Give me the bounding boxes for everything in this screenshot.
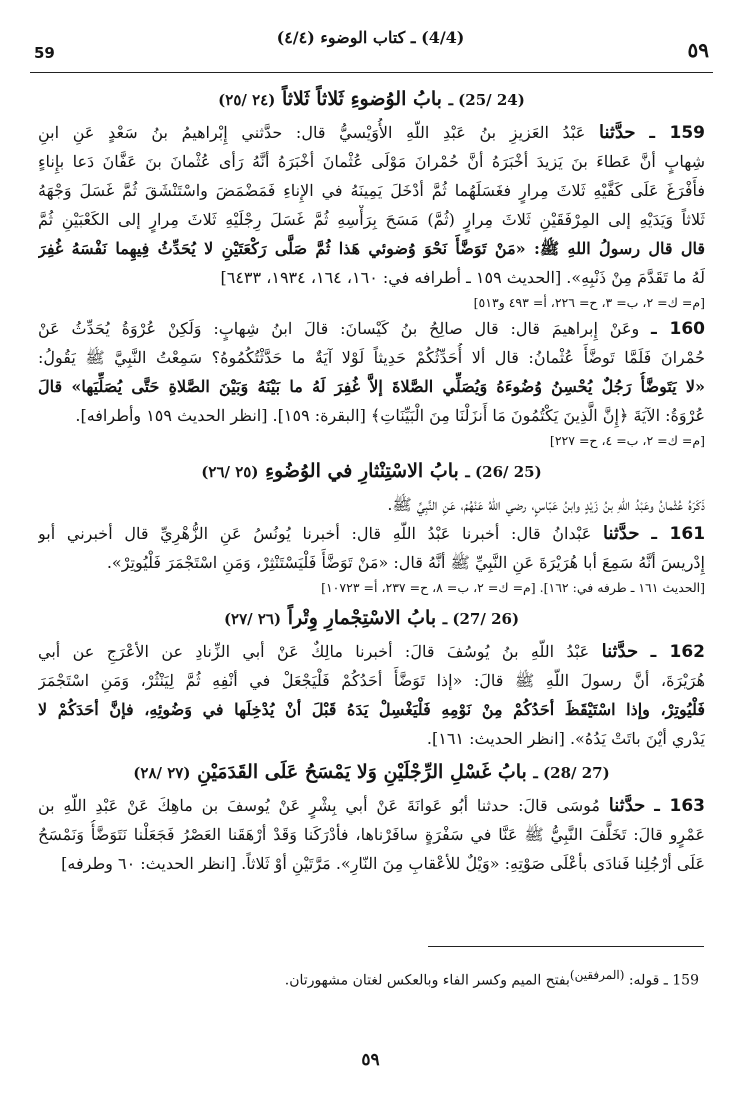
chapter-number: (27 /28) ـ [533,764,610,782]
chapter-heading [38,80,705,118]
chapter-heading [38,452,705,490]
chapter-number: (24 /25) ـ [448,91,525,109]
chapter-title: بابُ غَسْلِ الرِّجْلَيْنِ وَلا يَمْسَحُ عَلَى القَدَمَيْنِ [197,761,527,783]
chapter-number-arabic: (٢٦ /٢٧) [223,610,282,628]
chapter-title: بابُ الاسْتِنْثارِ في الوُضُوءِ [265,460,459,482]
hadith-number: 162 ـ [650,642,705,662]
hadith [38,490,705,599]
line-text: وعَنْ إِبراهيمَ قال: قال صالِحُ بنُ كَيْسانَ: قالَ ابنُ شِهابٍ: وَلَكِنْ عُرْوَةُ يُحَدِّثُ عَنْ [38,319,640,338]
text-line [38,519,705,548]
hadith-reference: [م= ك= ٢، ب= ٣، ح= ٢٢٦، أ= ٤٩٣ و٥١٣] [473,295,705,310]
page-number-latin: 59 [34,44,55,62]
chapter-number-arabic: (٢٧ /٢٨) [133,764,191,782]
hadith-reference: [م= ك= ٢، ب= ٤، ح= ٢٢٧] [549,433,705,448]
text-line: عُرْوَةُ: الآيَةَ ﴿إِنَّ الَّذِينَ يَكْتُمُونَ مَا أَنزَلْنَا مِنَ الْبَيِّنَاتِ﴾ [البقرة: ١٥٩]. [انظر الحديث ١٥٩ وأطرافه]. [75,406,705,425]
haddathana-word: حدَّثنا [601,641,639,662]
haddathana-word: حدَّثنا [608,795,646,816]
text-line: «لا يَتَوضَّأُ رَجُلٌ يُحْسِنُ وُضُوءَهُ وَيُصَلِّي الصَّلاةَ إلاَّ غُفِرَ لَهُ ما بَيْنَهُ وَبَيْنَ الصَّلاةِ حَتَّى يُصَلِّيَها» قالَ [38,377,705,396]
text-line: عَلَى أرْجُلِنا فَنادَى بأعْلَى صَوْتِهِ: «وَيْلٌ للأعْقابِ مِنَ النّارِ». مَرَّتَيْنِ أوْ ثَلاثاً. [انظر الحديث: ٦٠ وطرفه] [61,854,705,873]
footnote-text: بفتح الميم وكسر الفاء وبالعكس لغتان مشهورتان. [284,972,570,989]
text-line: يَدْري أيْنَ باتَتْ يَدُهُ». [انظر الحديث: ١٦١]. [426,729,705,748]
chapter-number-arabic: (٢٤ /٢٥) [218,91,276,109]
hadith-reference: [الحديث ١٦١ ـ طرفه في: ١٦٢]. [م= ك= ٢، ب= ٨، ح= ٢٣٧، أ= ١٠٧٢٣] [321,580,705,595]
running-title: (4/4) ـ كتاب الوضوء (٤/٤) [276,28,465,47]
page-number-bottom: ٥٩ [361,1050,380,1070]
text-line: قال قال رسولُ اللهِ ﷺ: «مَنْ تَوَضَّأَ نَحْوَ وُضوئي هَذا ثُمَّ صَلَّى رَكْعَتَيْنِ لا يُحَدِّثُ فِيهِما نَفْسَهُ غُفِرَ [38,239,705,258]
text-line: إِدْريسَ أنَّهُ سَمِعَ أبا هُرَيْرَةَ عَنِ النَّبِيِّ ﷺ أنَّهُ قال: «مَنْ تَوَضَّأَ فَلْيَسْتَنْثِرْ، وَمَنِ اسْتَجْمَرَ فَلْيُوتِرْ». [106,553,705,572]
haddathana-word: حدَّثنا [599,122,636,143]
chapter-number-arabic: (٢٥ /٢٦) [201,463,259,481]
text-line [38,118,705,147]
hadith-number: 161 ـ [651,524,705,544]
footnote-label: 159 ـ قوله: [628,972,699,989]
hadith [38,637,705,753]
chapter-number: (26 /27) ـ [442,610,520,628]
text-line: عَمْرٍو قالَ: تَخَلَّفَ النَّبِيُّ ﷺ عَنَّا في سَفْرَةٍ سافَرْناها، فأدْرَكَنا وَقَدْ أرْهَقَنا العَصْرُ فَجَعَلْنا نَتَوَضَّأُ وَنَمْسَحُ [38,825,705,844]
footnote [285,968,699,989]
footnote-word: (المرفقين) [569,968,625,982]
text-line: لَهُ ما تَقَدَّمَ مِنْ ذَنْبِهِ». [الحديث ١٥٩ ـ أطرافه في: ١٦٠، ١٦٤، ١٩٣٤، ٦٤٣٣] [220,268,705,287]
hadith [38,314,705,452]
text-line: فأَفْرَغَ عَلَى كَفَّيْهِ ثَلاثَ مِرارٍ فغَسَلَهُما ثُمَّ أدْخَلَ يَمِينَهُ في الإِناءِ فَمَضْمَضَ واسْتَنْشَقَ ثُمَّ غَسَلَ وَجْهَهُ [38,181,705,200]
chapter-heading [38,599,705,637]
text-line [38,791,705,820]
main-text [38,80,705,878]
text-line: شِهابٍ أنَّ عَطاءَ بنَ يَزيدَ أخْبَرَهُ أنَّ حُمْرانَ مَوْلَى عُثْمانَ أخْبَرَهُ أنَّهُ رَأى عُثْمانَ بنَ عَفَّانَ دَعا بإِناءٍ [38,152,705,171]
line-text: عَبْدانُ قال: أخبرنا عَبْدُ اللّهِ قال: أخبرنا يُونُسُ عَنِ الزُّهْرِيِّ قال أخبرني أبو [38,524,592,543]
text-line: ذَكَرَهُ عُثْمانُ وعَبْدُ اللّهِ بنُ زَيْدٍ وابنُ عَبّاسٍ، رضي اللّهُ عَنْهُمْ، عَنِ النَّبِيِّ ﷺ. [387,495,705,514]
chapter-heading [38,753,705,791]
text-line: هُرَيْرَةَ، أنَّ رسولَ اللّهِ ﷺ قالَ: «إذا تَوَضَّأَ أحَدُكُمْ فَلْيَجْعَلْ في أنْفِهِ ثُمَّ لِيَنْثُرْ، وَمَنِ اسْتَجْمَرَ [38,671,705,690]
text-line [38,637,705,666]
chapter-title: بابُ الوُضوءِ ثَلاثاً ثَلاثاً [281,88,442,110]
line-text: عَبْدُ اللّهِ بنُ يُوسُفَ قالَ: أخبرنا مالِكٌ عَنْ أبي الزِّنادِ عن الأعْرَجِ عن أبي [38,642,590,661]
hadith-number: 163 ـ [654,796,705,816]
footnote-rule [428,946,704,947]
line-text: مُوسَى قالَ: حدثنا أبُو عَوانَةَ عَنْ أبي بِشْرٍ عَنْ يُوسفَ بن ماهِكَ عَنْ عَبْدِ اللّهِ بن [38,796,600,815]
chapter-number: (25 /26) ـ [465,463,542,481]
hadith [38,118,705,314]
line-text: عَبْدُ العَزيزِ بنُ عَبْدِ اللّهِ الأُوَيْسيُّ قال: حدَّثني إِبْراهيمُ بنُ سَعْدٍ عَنِ ابنِ [38,123,586,142]
text-line [38,314,705,343]
text-line: حُمْرانَ فَلَمَّا تَوضَّأَ عُثْمانُ: قال ألا أُحَدِّثُكُمْ حَدِيثاً لَوْلا آيَةٌ ما حَدَّثْتُكُمُوهُ؟ سَمِعْتُ النَّبِيَّ ﷺ يَقُولُ: [38,348,705,367]
text-line: ثَلاثاً وَيَدَيْهِ إلى المِرْفَقَيْنِ ثَلاثَ مِرارٍ (ثُمَّ) مَسَحَ بِرَأْسِهِ ثُمَّ غَسَلَ رِجْلَيْهِ ثَلاثَ مِرارٍ إلى الكَعْبَيْنِ ثُمَّ [38,210,705,229]
hadith-number: 160 ـ [651,319,705,339]
chapter-title: بابُ الاسْتِجْمارِ وِتْراً [287,607,437,629]
text-line: فَلْيُوتِرْ، وإذا اسْتَيْقَظَ أحَدُكُمْ مِنْ نَوْمِهِ فَلْيَغْسِلْ يَدَهُ قَبْلَ أنْ يُدْخِلَها في وَضُوئِهِ، فإنَّ أحَدَكُمْ لا [38,700,705,719]
page-number-arabic: ٥٩ [687,38,709,62]
hadith [38,791,705,878]
hadith-number: 159 ـ [649,123,705,143]
header-rule [30,72,713,73]
haddathana-word: حدَّثنا [602,523,640,544]
